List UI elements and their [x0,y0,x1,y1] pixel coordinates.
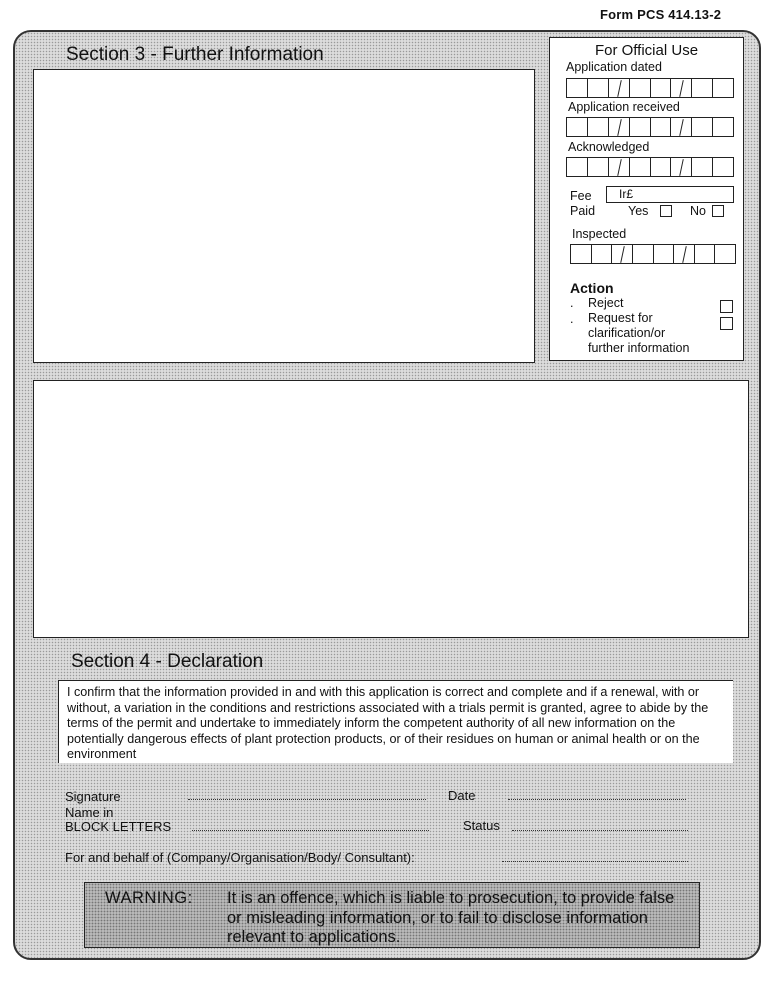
signature-field[interactable] [188,799,426,800]
action-request-label-1: Request for [588,311,653,325]
action-request-label-2: clarification/or [588,326,666,340]
fee-label: Fee [570,189,592,203]
bullet: . [570,296,574,310]
action-title: Action [570,280,614,296]
section3-title: Section 3 - Further Information [66,44,324,65]
further-info-box-lower[interactable] [33,380,749,638]
request-clarification-checkbox[interactable] [720,317,733,330]
application-dated-label: Application dated [566,60,662,74]
behalf-label: For and behalf of (Company/Organisation/Body/ Consultant): [65,850,415,865]
reject-checkbox[interactable] [720,300,733,313]
behalf-field[interactable] [502,861,688,862]
signature-label: Signature [65,789,121,804]
warning-box [84,882,700,948]
official-use-panel [549,37,744,361]
acknowledged-grid[interactable] [566,157,734,177]
warning-heading: WARNING: [105,889,193,907]
status-label: Status [463,818,500,833]
paid-label: Paid [570,204,596,218]
acknowledged-label: Acknowledged [568,140,650,154]
inspected-label: Inspected [572,227,627,241]
application-dated-grid[interactable] [566,78,734,98]
bullet: . [570,312,574,326]
fee-amount-field[interactable]: Ir£ [606,186,734,203]
paid-no-checkbox[interactable] [712,205,724,217]
status-field[interactable] [512,830,688,831]
date-label: Date [448,788,476,803]
yes-label: Yes [628,204,649,218]
official-use-title: For Official Use [594,42,699,59]
name-label-line1: Name in [65,805,114,820]
further-info-box-upper[interactable] [33,69,535,363]
date-field[interactable] [508,799,686,800]
paid-yes-checkbox[interactable] [660,205,672,217]
section4-title: Section 4 - Declaration [71,651,264,672]
warning-text: It is an offence, which is liable to prosecution, to provide false or misleading information, or to fail to disclose information relevant to applications. [227,889,675,946]
action-request-label-3: further information [588,341,690,355]
name-label-line2: BLOCK LETTERS [65,819,172,834]
inspected-grid[interactable] [570,244,736,264]
application-received-grid[interactable] [566,117,734,137]
application-received-label: Application received [568,100,680,114]
no-label: No [690,204,706,218]
form-number: Form PCS 414.13-2 [600,7,722,22]
declaration-text: I confirm that the information provided in and with this application is correct and complete and if a renewal, with or without, a variation in the conditions and restrictions associated with a trials permit is granted, agree to abide by the terms of the permit and undertake to immediately inform the competent authority of all new information on the potentially dangerous effects of plant protection products, or of their residues on human or animal health or on the environment [58,680,733,763]
action-reject-label: Reject [588,296,624,310]
name-field[interactable] [192,830,429,831]
